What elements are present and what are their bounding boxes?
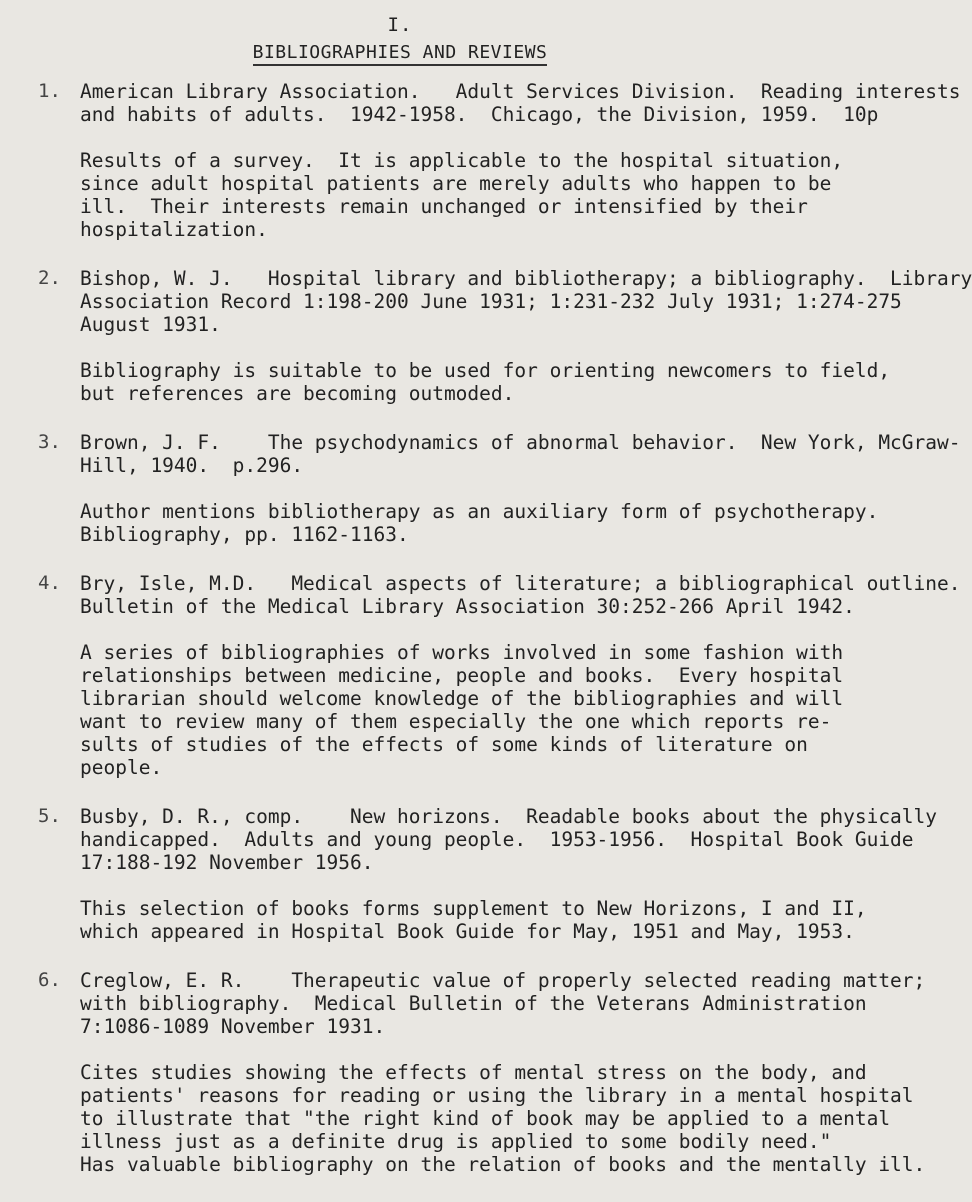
entry-body [80,80,961,241]
citation-line: 7:1086-1089 November 1931. [80,1015,386,1038]
entry-body [80,431,961,546]
bibliography-entry [0,805,938,943]
annotation-line: to illustrate that "the right kind of book may be applied to a mental [80,1107,891,1130]
annotation-line: people. [80,756,163,779]
entry-citation [80,572,961,618]
annotation-line: sults of studies of the effects of some kinds of literature on [80,733,808,756]
entry-number: 1. [38,80,61,102]
citation-line: Creglow, E. R. Therapeutic value of properly selected reading matter; [80,969,926,992]
section-heading [0,42,800,63]
citation-line: handicapped. Adults and young people. 1953-1956. Hospital Book Guide [80,828,914,851]
entry-annotation [80,641,844,779]
entry-annotation [80,149,844,241]
entry-number: 5. [38,805,61,827]
annotation-line: Cites studies showing the effects of mental stress on the body, and [80,1061,867,1084]
page-number: I. [387,14,413,36]
citation-line: Bishop, W. J. Hospital library and bibliotherapy; a bibliography. Library [80,267,972,290]
annotation-line: patients' reasons for reading or using the library in a mental hospital [80,1084,914,1107]
annotation-line: ill. Their interests remain unchanged or intensified by their [80,195,808,218]
section-heading-text: BIBLIOGRAPHIES AND REVIEWS [253,42,548,66]
entry-annotation [80,359,891,405]
annotation-line: A series of bibliographies of works involved in some fashion with [80,641,844,664]
entry-number: 3. [38,431,61,453]
annotation-line: This selection of books forms supplement to New Horizons, I and II, [80,897,867,920]
entry-body [80,572,961,779]
entry-citation [80,805,938,874]
annotation-line: Results of a survey. It is applicable to the hospital situation, [80,149,844,172]
bibliography-list [0,80,972,1202]
annotation-line: since adult hospital patients are merely adults who happen to be [80,172,832,195]
bibliography-entry [0,267,972,405]
citation-line: August 1931. [80,313,221,336]
citation-line: Busby, D. R., comp. New horizons. Readable books about the physically [80,805,938,828]
annotation-line: which appeared in Hospital Book Guide for May, 1951 and May, 1953. [80,920,855,943]
annotation-line: but references are becoming outmoded. [80,382,515,405]
bibliography-entry [0,572,961,779]
citation-line: 17:188-192 November 1956. [80,851,374,874]
annotation-line: Has valuable bibliography on the relation of books and the mentally ill. [80,1153,926,1176]
bibliography-entry [0,431,961,546]
entry-body [80,969,926,1176]
entry-citation [80,969,926,1038]
entry-citation [80,80,961,126]
annotation-line: hospitalization. [80,218,268,241]
entry-citation [80,431,961,477]
citation-line: Brown, J. F. The psychodynamics of abnormal behavior. New York, McGraw- [80,431,961,454]
citation-line: and habits of adults. 1942-1958. Chicago, the Division, 1959. 10p [80,103,879,126]
entry-body [80,805,938,943]
entry-number: 4. [38,572,61,594]
annotation-line: Bibliography is suitable to be used for orienting newcomers to field, [80,359,891,382]
citation-line: American Library Association. Adult Services Division. Reading interests [80,80,961,103]
annotation-line: want to review many of them especially the one which reports re- [80,710,832,733]
entry-annotation [80,500,879,546]
citation-line: Bry, Isle, M.D. Medical aspects of literature; a bibliographical outline. [80,572,961,595]
annotation-line: librarian should welcome knowledge of the bibliographies and will [80,687,844,710]
bibliography-entry [0,969,926,1176]
entry-number: 2. [38,267,61,289]
bibliography-entry [0,80,961,241]
citation-line: Association Record 1:198-200 June 1931; 1:231-232 July 1931; 1:274-275 [80,290,902,313]
annotation-line: illness just as a definite drug is applied to some bodily need." [80,1130,832,1153]
entry-number: 6. [38,969,61,991]
annotation-line: relationships between medicine, people and books. Every hospital [80,664,844,687]
citation-line: with bibliography. Medical Bulletin of the Veterans Administration [80,992,867,1015]
annotation-line: Bibliography, pp. 1162-1163. [80,523,409,546]
entry-annotation [80,897,867,943]
annotation-line: Author mentions bibliotherapy as an auxiliary form of psychotherapy. [80,500,879,523]
entry-body [80,267,972,405]
citation-line: Hill, 1940. p.296. [80,454,304,477]
entry-annotation [80,1061,926,1176]
entry-citation [80,267,972,336]
citation-line: Bulletin of the Medical Library Association 30:252-266 April 1942. [80,595,855,618]
